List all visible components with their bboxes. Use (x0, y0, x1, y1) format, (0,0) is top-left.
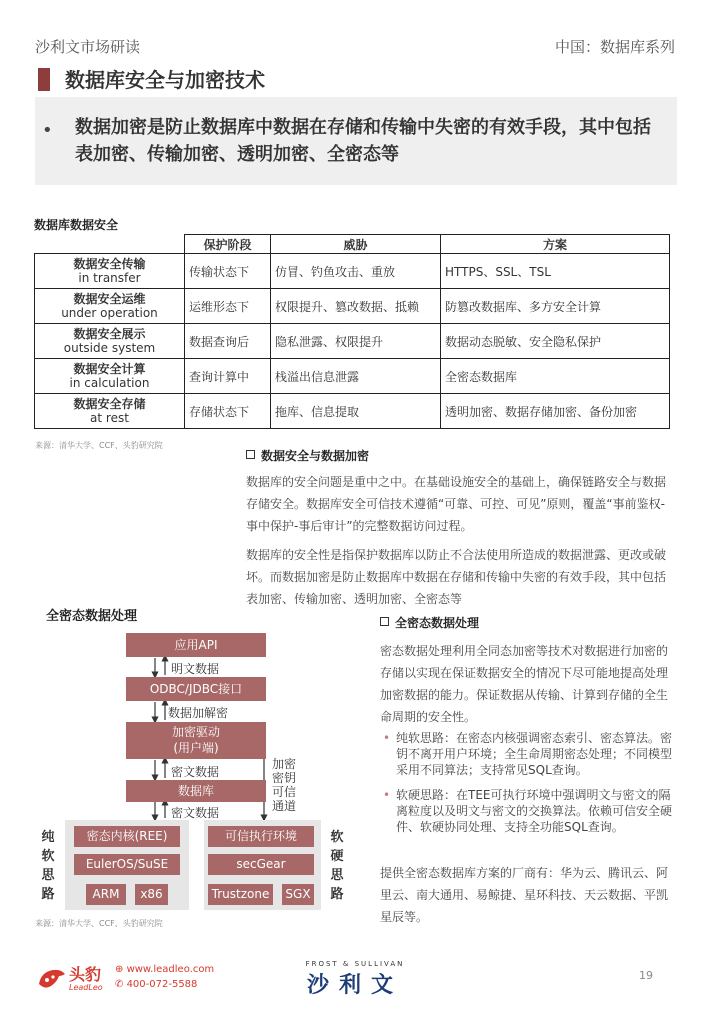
summary-text: 数据加密是防止数据库中数据在存储和传输中失密的有效手段，其中包括表加密、传输加密、透明加密、全密态等 (75, 117, 651, 165)
section1-heading (246, 447, 369, 464)
table-row (35, 254, 670, 289)
logo-text-en: LeadLeo (69, 983, 103, 992)
row-name-en: at rest (90, 411, 129, 425)
row-name-en: under operation (61, 306, 158, 320)
encdec-label: 数据加解密 (168, 706, 229, 720)
table-row (35, 359, 670, 394)
section1-heading-text: 数据安全与数据加密 (261, 449, 370, 463)
logo-text-cn: 头豹 (69, 965, 102, 984)
table-cell: 全密态数据库 (441, 359, 670, 394)
table-cell: 存储状态下 (185, 394, 271, 429)
phone-icon: ✆ (115, 979, 127, 990)
sgx-box: SGX (282, 884, 314, 905)
driver-sub-label: (用户端) (173, 741, 219, 755)
table-source: 来源：清华大学、CCF、头豹研究院 (35, 441, 163, 450)
section2-heading-text: 全密态数据处理 (395, 616, 480, 630)
row-name: 数据安全存储 (73, 397, 146, 411)
row-header (35, 394, 185, 429)
leadleo-logo (35, 962, 215, 998)
trustzone-box: Trustzone (208, 884, 273, 905)
website-text[interactable] (115, 964, 214, 975)
frost-sullivan-label: FROST & SULLIVAN (305, 960, 405, 968)
security-table (34, 234, 670, 429)
header-left: 沙利文市场研读 (35, 38, 141, 56)
ree-kernel-box: 密态内核(REE) (74, 826, 180, 847)
bullet-icon: • (383, 788, 391, 802)
row-name-en: in calculation (69, 376, 150, 390)
section2-bullet (383, 730, 678, 778)
encryption-driver-box (126, 722, 266, 759)
row-header (35, 359, 185, 394)
table-cell: 数据查询后 (185, 324, 271, 359)
cipher-data-label-1: 密文数据 (171, 765, 220, 779)
leopard-icon (35, 964, 67, 994)
table-cell: 拖库、信息提取 (271, 394, 441, 429)
title-accent-bar (38, 68, 50, 91)
table-cell: 运维形态下 (185, 289, 271, 324)
section1-paragraph-1: 数据库的安全问题是重中之中。在基础设施安全的基础上，确保链路安全与数据存储安全。数据库安全可信技术遵循“可靠、可控、可见”原则，覆盖“事前鉴权-事中保护-事后审计”的完整数据访问过程。 (246, 475, 667, 533)
table-header: 威胁 (271, 235, 441, 254)
secgear-box: secGear (208, 854, 314, 875)
bullet-icon: • (383, 731, 391, 745)
table-row (35, 324, 670, 359)
section1-paragraph-2: 数据库的安全性是指保护数据库以防止不合法使用所造成的数据泄露、更改或破坏。而数据加密是防止数据库中数据在存储和传输中失密的有效手段，其中包括表加密、传输加密、透明加密、全密态等 (246, 548, 667, 606)
section2-paragraph-2: 提供全密态数据库方案的厂商有：华为云、腾讯云、阿里云、南大通用、易鲸捷、星环科技、天云数据、平凯星辰等。 (380, 866, 669, 924)
encryption-diagram (34, 625, 364, 911)
checkbox-square-icon (246, 450, 255, 459)
table-cell: 查询计算中 (185, 359, 271, 394)
table-cell: HTTPS、SSL、TSL (441, 254, 670, 289)
row-name: 数据安全运维 (73, 292, 146, 306)
plain-data-label: 明文数据 (171, 662, 220, 676)
page-number: 19 (639, 969, 653, 982)
page-title: 数据库安全与加密技术 (65, 68, 265, 92)
bullet-icon: • (42, 120, 53, 141)
row-header (35, 324, 185, 359)
pure-software-label: 纯软思路 (41, 830, 55, 902)
phone-number: 400-072-5588 (126, 979, 198, 990)
table-cell: 数据动态脱敏、安全隐私保护 (441, 324, 670, 359)
table-header: 保护阶段 (185, 235, 271, 254)
diagram-source: 来源：清华大学、CCF、头豹研究院 (35, 919, 163, 928)
row-header (35, 289, 185, 324)
row-name: 数据安全展示 (73, 327, 146, 341)
table-cell: 权限提升、篡改数据、抵赖 (271, 289, 441, 324)
header-right: 中国：数据库系列 (554, 38, 675, 56)
bullet-text: 软硬思路：在TEE可执行环境中强调明文与密文的隔离粒度以及明文与密文的交换算法。依赖可信安全硬件、软硬协同处理、支持全功能SQL查询。 (396, 788, 673, 834)
euleros-box: EulerOS/SuSE (74, 854, 180, 875)
sullivan-brand: 沙利文 (306, 973, 403, 998)
cipher-data-label-2: 密文数据 (171, 806, 220, 820)
hw-software-label: 软硬思路 (330, 830, 344, 902)
table-row (35, 394, 670, 429)
checkbox-square-icon (380, 617, 389, 626)
row-name-en: in transfer (78, 271, 141, 285)
phone-text (115, 979, 197, 990)
table-header-row (35, 235, 670, 254)
diagram-title: 全密态数据处理 (46, 609, 138, 624)
table-row (35, 289, 670, 324)
arm-box: ARM (86, 884, 126, 905)
section2-heading (380, 614, 479, 631)
website-link[interactable]: www.leadleo.com (126, 964, 215, 975)
section2-paragraph-1: 密态数据处理利用全同态加密等技术对数据进行加密的存储以实现在保证数据安全的情况下尽可能地提高处理加密数据的能力。保证数据从传输、计算到存储的全生命周期的安全性。 (380, 644, 669, 724)
table-title: 数据库数据安全 (34, 218, 119, 232)
table-cell: 传输状态下 (185, 254, 271, 289)
x86-box: x86 (135, 884, 168, 905)
key-channel-label: 加密密钥可信通道 (272, 757, 297, 813)
globe-icon: ⊕ (115, 964, 127, 975)
table-header-blank (35, 235, 185, 254)
database-box: 数据库 (126, 780, 266, 802)
table-header: 方案 (441, 235, 670, 254)
table-cell: 仿冒、钓鱼攻击、重放 (271, 254, 441, 289)
row-name: 数据安全传输 (73, 257, 146, 271)
bullet-text: 纯软思路：在密态内核强调密态索引、密态算法。密钥不离开用户环境；全生命周期密态处理；不同模型采用不同算法；支持常见SQL查询。 (396, 731, 673, 777)
row-name-en: outside system (63, 341, 156, 355)
driver-label: 加密驱动 (171, 725, 220, 739)
table-cell: 隐私泄露、权限提升 (271, 324, 441, 359)
table-cell: 透明加密、数据存储加密、备份加密 (441, 394, 670, 429)
section2-bullet (383, 787, 678, 835)
table-cell: 防篡改数据库、多方安全计算 (441, 289, 670, 324)
table-cell: 栈溢出信息泄露 (271, 359, 441, 394)
app-api-box: 应用API (126, 633, 266, 657)
tee-box: 可信执行环境 (208, 826, 314, 847)
odbc-jdbc-box: ODBC/JDBC接口 (126, 677, 266, 701)
row-header (35, 254, 185, 289)
row-name: 数据安全计算 (73, 362, 146, 376)
